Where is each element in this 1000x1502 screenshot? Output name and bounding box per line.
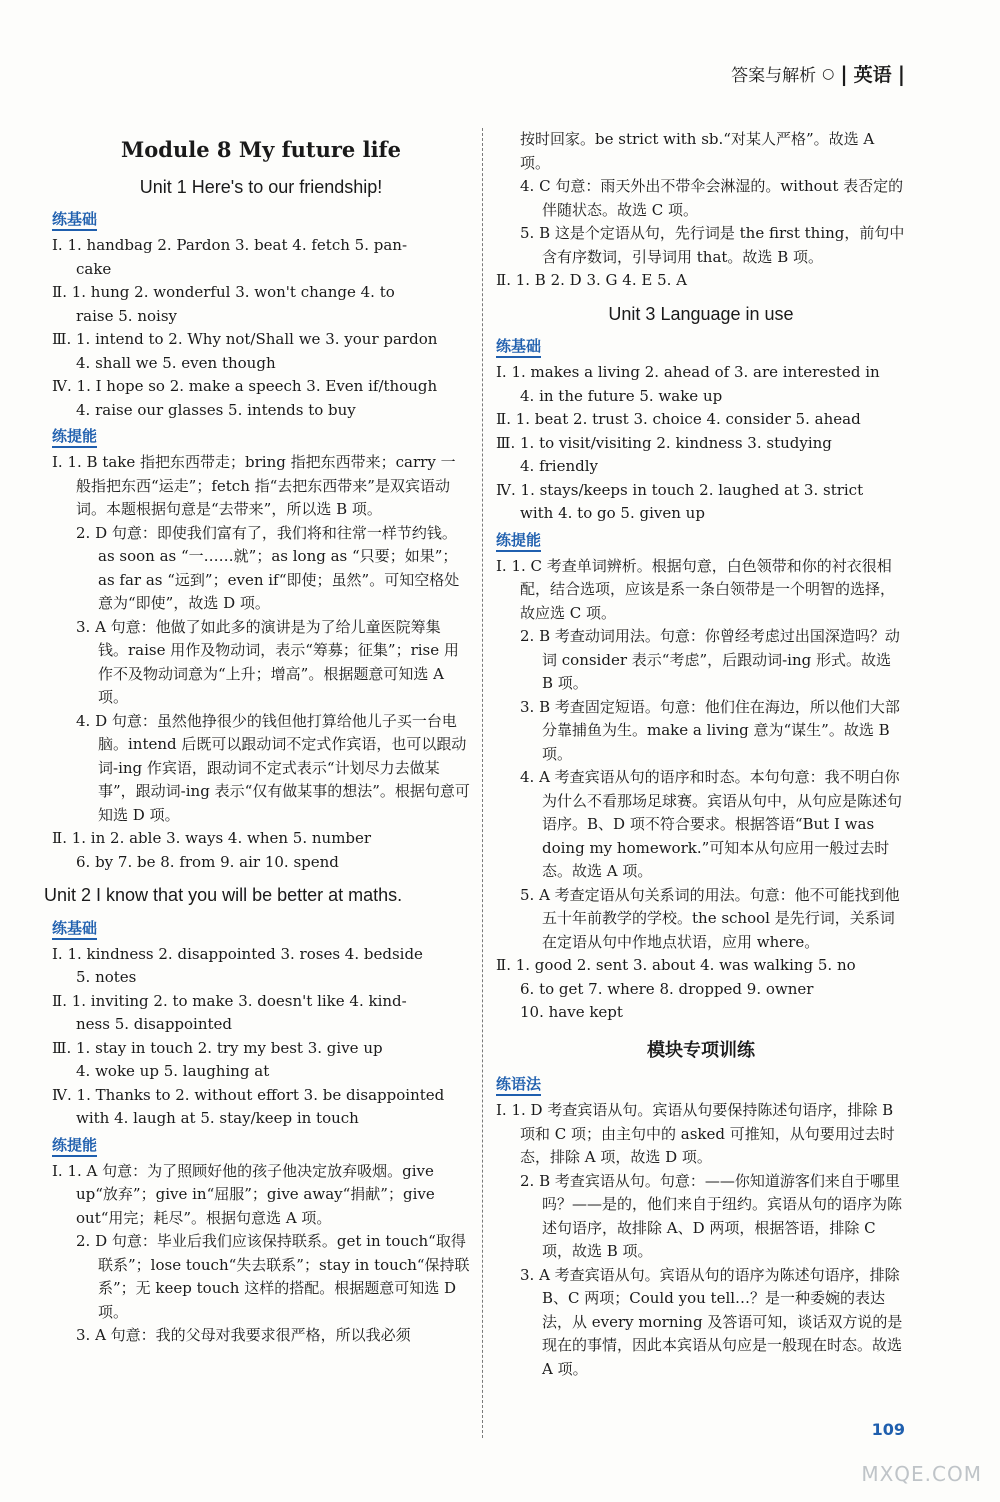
grammar-label: 练语法 <box>496 1074 541 1096</box>
answer-line: 6. to get 7. where 8. dropped 9. owner <box>520 979 814 998</box>
answer-explanation: 按时回家。be strict with sb.“对某人严格”。故选 A 项。 <box>520 130 875 172</box>
unit3-adv-label: 练提能 <box>496 530 541 552</box>
special-training-title: 模块专项训练 <box>647 1039 755 1061</box>
answer-explanation: Ⅰ. 1. C 考查单词辨析。根据句意，白色领带和你的衬衣很相配，结合选项，应该是系一条白领带是一个明智的选择，故应选 C 项。 <box>496 556 896 622</box>
header-subject: 英语 <box>853 64 892 86</box>
answer-explanation: 3. A 句意：我的父母对我要求很严格，所以我必须 <box>76 1326 411 1344</box>
unit1-basic-label: 练基础 <box>52 209 97 231</box>
answer-line: cake <box>76 259 112 278</box>
answer-line: Ⅱ. 1. in 2. able 3. ways 4. when 5. number <box>52 829 372 847</box>
answer-line: Ⅰ. 1. kindness 2. disappointed 3. roses 4. bedside <box>52 944 423 963</box>
unit2-title: Unit 2 I know that you will be better at maths. <box>44 885 403 905</box>
page-number: 109 <box>871 1420 905 1439</box>
answer-explanation: 5. B 这是个定语从句，先行词是 the first thing，前句中含有序数词，引导词用 that。故选 B 项。 <box>520 224 905 266</box>
right-column <box>496 128 906 1381</box>
answer-explanation: 3. B 考查固定短语。句意：他们住在海边，所以他们大部分靠捕鱼为生。make a living 意为“谋生”。故选 B 项。 <box>520 697 900 763</box>
unit1-title: Unit 1 Here's to our friendship! <box>139 176 383 197</box>
answer-explanation: 5. A 考查定语从句关系词的用法。句意：他不可能找到他五十年前教学的学校。the school 是先行词，关系词在定语从句中作地点状语，应用 where。 <box>520 885 900 951</box>
answer-line: with 4. to go 5. given up <box>520 504 705 522</box>
module-title: Module 8 My future life <box>121 137 401 162</box>
answer-explanation: 4. D 句意：虽然他挣很少的钱但他打算给他儿子买一台电脑。intend 后既可以跟动词不定式作宾语，也可以跟动词-ing 作宾语，跟动词不定式表示“计划尽力去做某事”，跟动词-ing 表示“仅有做某事的想法”。根据句意可知选 D 项。 <box>76 711 470 824</box>
answer-line: Ⅱ. 1. B 2. D 3. G 4. E 5. A <box>496 271 688 289</box>
answer-explanation: 4. C 句意：雨天外出不带伞会淋湿的。without 表否定的伴随状态。故选 C 项。 <box>520 177 904 219</box>
column-divider <box>482 128 483 1438</box>
answer-line: ness 5. disappointed <box>76 1015 233 1033</box>
answer-line: Ⅱ. 1. inviting 2. to make 3. doesn't like 4. kind- <box>52 991 407 1010</box>
answer-line: 4. raise our glasses 5. intends to buy <box>76 400 356 419</box>
answer-line: Ⅳ. 1. stays/keeps in touch 2. laughed at 3. strict <box>496 480 864 499</box>
answer-line: Ⅰ. 1. makes a living 2. ahead of 3. are interested in <box>496 363 880 381</box>
answer-explanation: Ⅰ. 1. D 考查宾语从句。宾语从句要保持陈述句语序，排除 B 项和 C 项；由主句中的 asked 可推知，从句要用过去时态，排除 A 项，故选 D 项。 <box>496 1101 895 1166</box>
answer-line: 10. have kept <box>520 1003 623 1021</box>
answer-line: Ⅱ. 1. beat 2. trust 3. choice 4. consider 5. ahead <box>496 410 861 428</box>
answer-explanation: 2. D 句意：即使我们富有了，我们将和往常一样节约钱。as soon as “一……就”；as long as “只要；如果”；as far as “远到”；even if“即使；虽然”。可知空格处意为“即使”，故选 D 项。 <box>76 523 460 612</box>
answer-line: with 4. laugh at 5. stay/keep in touch <box>76 1109 359 1127</box>
answer-explanation: 3. A 句意：他做了如此多的演讲是为了给儿童医院筹集钱。raise 用作及物动词，表示“筹募；征集”；rise 用作不及物动词意为“上升；增高”。根据题意可知选 A 项。 <box>76 617 459 706</box>
answer-line: Ⅱ. 1. good 2. sent 3. about 4. was walking 5. no <box>496 956 856 974</box>
answer-line: Ⅲ. 1. to visit/visiting 2. kindness 3. studying <box>496 433 832 452</box>
unit3-basic-label: 练基础 <box>496 336 541 358</box>
header-section-title: 答案与解析 <box>731 66 817 86</box>
header-bar-right: | <box>897 61 905 86</box>
answer-line: 4. friendly <box>520 457 599 475</box>
unit2-adv-label: 练提能 <box>52 1135 97 1157</box>
answer-line: 5. notes <box>76 968 137 986</box>
answer-line: 4. shall we 5. even though <box>76 353 276 372</box>
answer-line: Ⅰ. 1. handbag 2. Pardon 3. beat 4. fetch 5. pan- <box>52 236 408 254</box>
answer-explanation: 2. B 考查宾语从句。句意：——你知道游客们来自于哪里吗？——是的，他们来自于纽约。宾语从句的语序为陈述句语序，故排除 A、D 两项，根据答语，排除 C 项，故选 B 项。 <box>520 1171 903 1260</box>
answer-line: Ⅲ. 1. intend to 2. Why not/Shall we 3. your pardon <box>52 330 438 348</box>
page-header <box>731 60 905 87</box>
unit1-adv-label: 练提能 <box>52 426 97 448</box>
answer-explanation: 2. B 考查动词用法。句意：你曾经考虑过出国深造吗？动词 consider 表示“考虑”，后跟动词-ing 形式。故选 B 项。 <box>520 627 900 692</box>
unit3-title: Unit 3 Language in use <box>608 303 794 324</box>
answer-line: raise 5. noisy <box>76 306 177 325</box>
header-circle-icon: ○ <box>822 65 835 82</box>
answer-explanation: Ⅰ. 1. B take 指把东西带走；bring 指把东西带来；carry 一般指把东西“运走”；fetch 指“去把东西带来”是双宾语动词。本题根据句意是“去带来”，所以选 B 项。 <box>52 453 456 518</box>
answer-explanation: 2. D 句意：毕业后我们应该保持联系。get in touch“取得联系”；lose touch“失去联系”；stay in touch“保持联系”；无 keep touch 这样的搭配。根据题意可知选 D 项。 <box>76 1232 470 1321</box>
answer-line: Ⅳ. 1. I hope so 2. make a speech 3. Even if/though <box>52 377 438 395</box>
answer-line: Ⅳ. 1. Thanks to 2. without effort 3. be disappointed <box>52 1085 445 1104</box>
answer-line: 6. by 7. be 8. from 9. air 10. spend <box>76 852 339 871</box>
left-column <box>44 128 470 1348</box>
header-bar: | <box>840 61 848 86</box>
answer-line: Ⅱ. 1. hung 2. wonderful 3. won't change 4. to <box>52 283 395 301</box>
answer-explanation: Ⅰ. 1. A 句意：为了照顾好他的孩子他决定放弃吸烟。give up“放弃”；give in“屈服”；give away“捐献”；give out“用完；耗尽”。根据句意选 A 项。 <box>52 1161 435 1227</box>
answer-explanation: 3. A 考查宾语从句。宾语从句的语序为陈述句语序，排除 B、C 两项；Could you tell…？是一种委婉的表达法，从 every morning 及答语可知，谈话双方说的是现在的事情，因此本宾语从句应是一般现在时态。故选 A 项。 <box>520 1265 903 1378</box>
answer-explanation: 4. A 考查宾语从句的语序和时态。本句句意：我不明白你为什么不看那场足球赛。宾语从句中，从句应是陈述句语序。B、D 项不符合要求。根据答语“But I was doing my homework.”可知本从句应用一般过去时态。故选 A 项。 <box>520 768 903 880</box>
watermark: MXQE.COM <box>861 1462 982 1486</box>
unit2-basic-label: 练基础 <box>52 918 97 940</box>
answer-line: 4. in the future 5. wake up <box>520 386 723 405</box>
answer-line: Ⅲ. 1. stay in touch 2. try my best 3. give up <box>52 1038 383 1057</box>
answer-line: 4. woke up 5. laughing at <box>76 1062 270 1080</box>
